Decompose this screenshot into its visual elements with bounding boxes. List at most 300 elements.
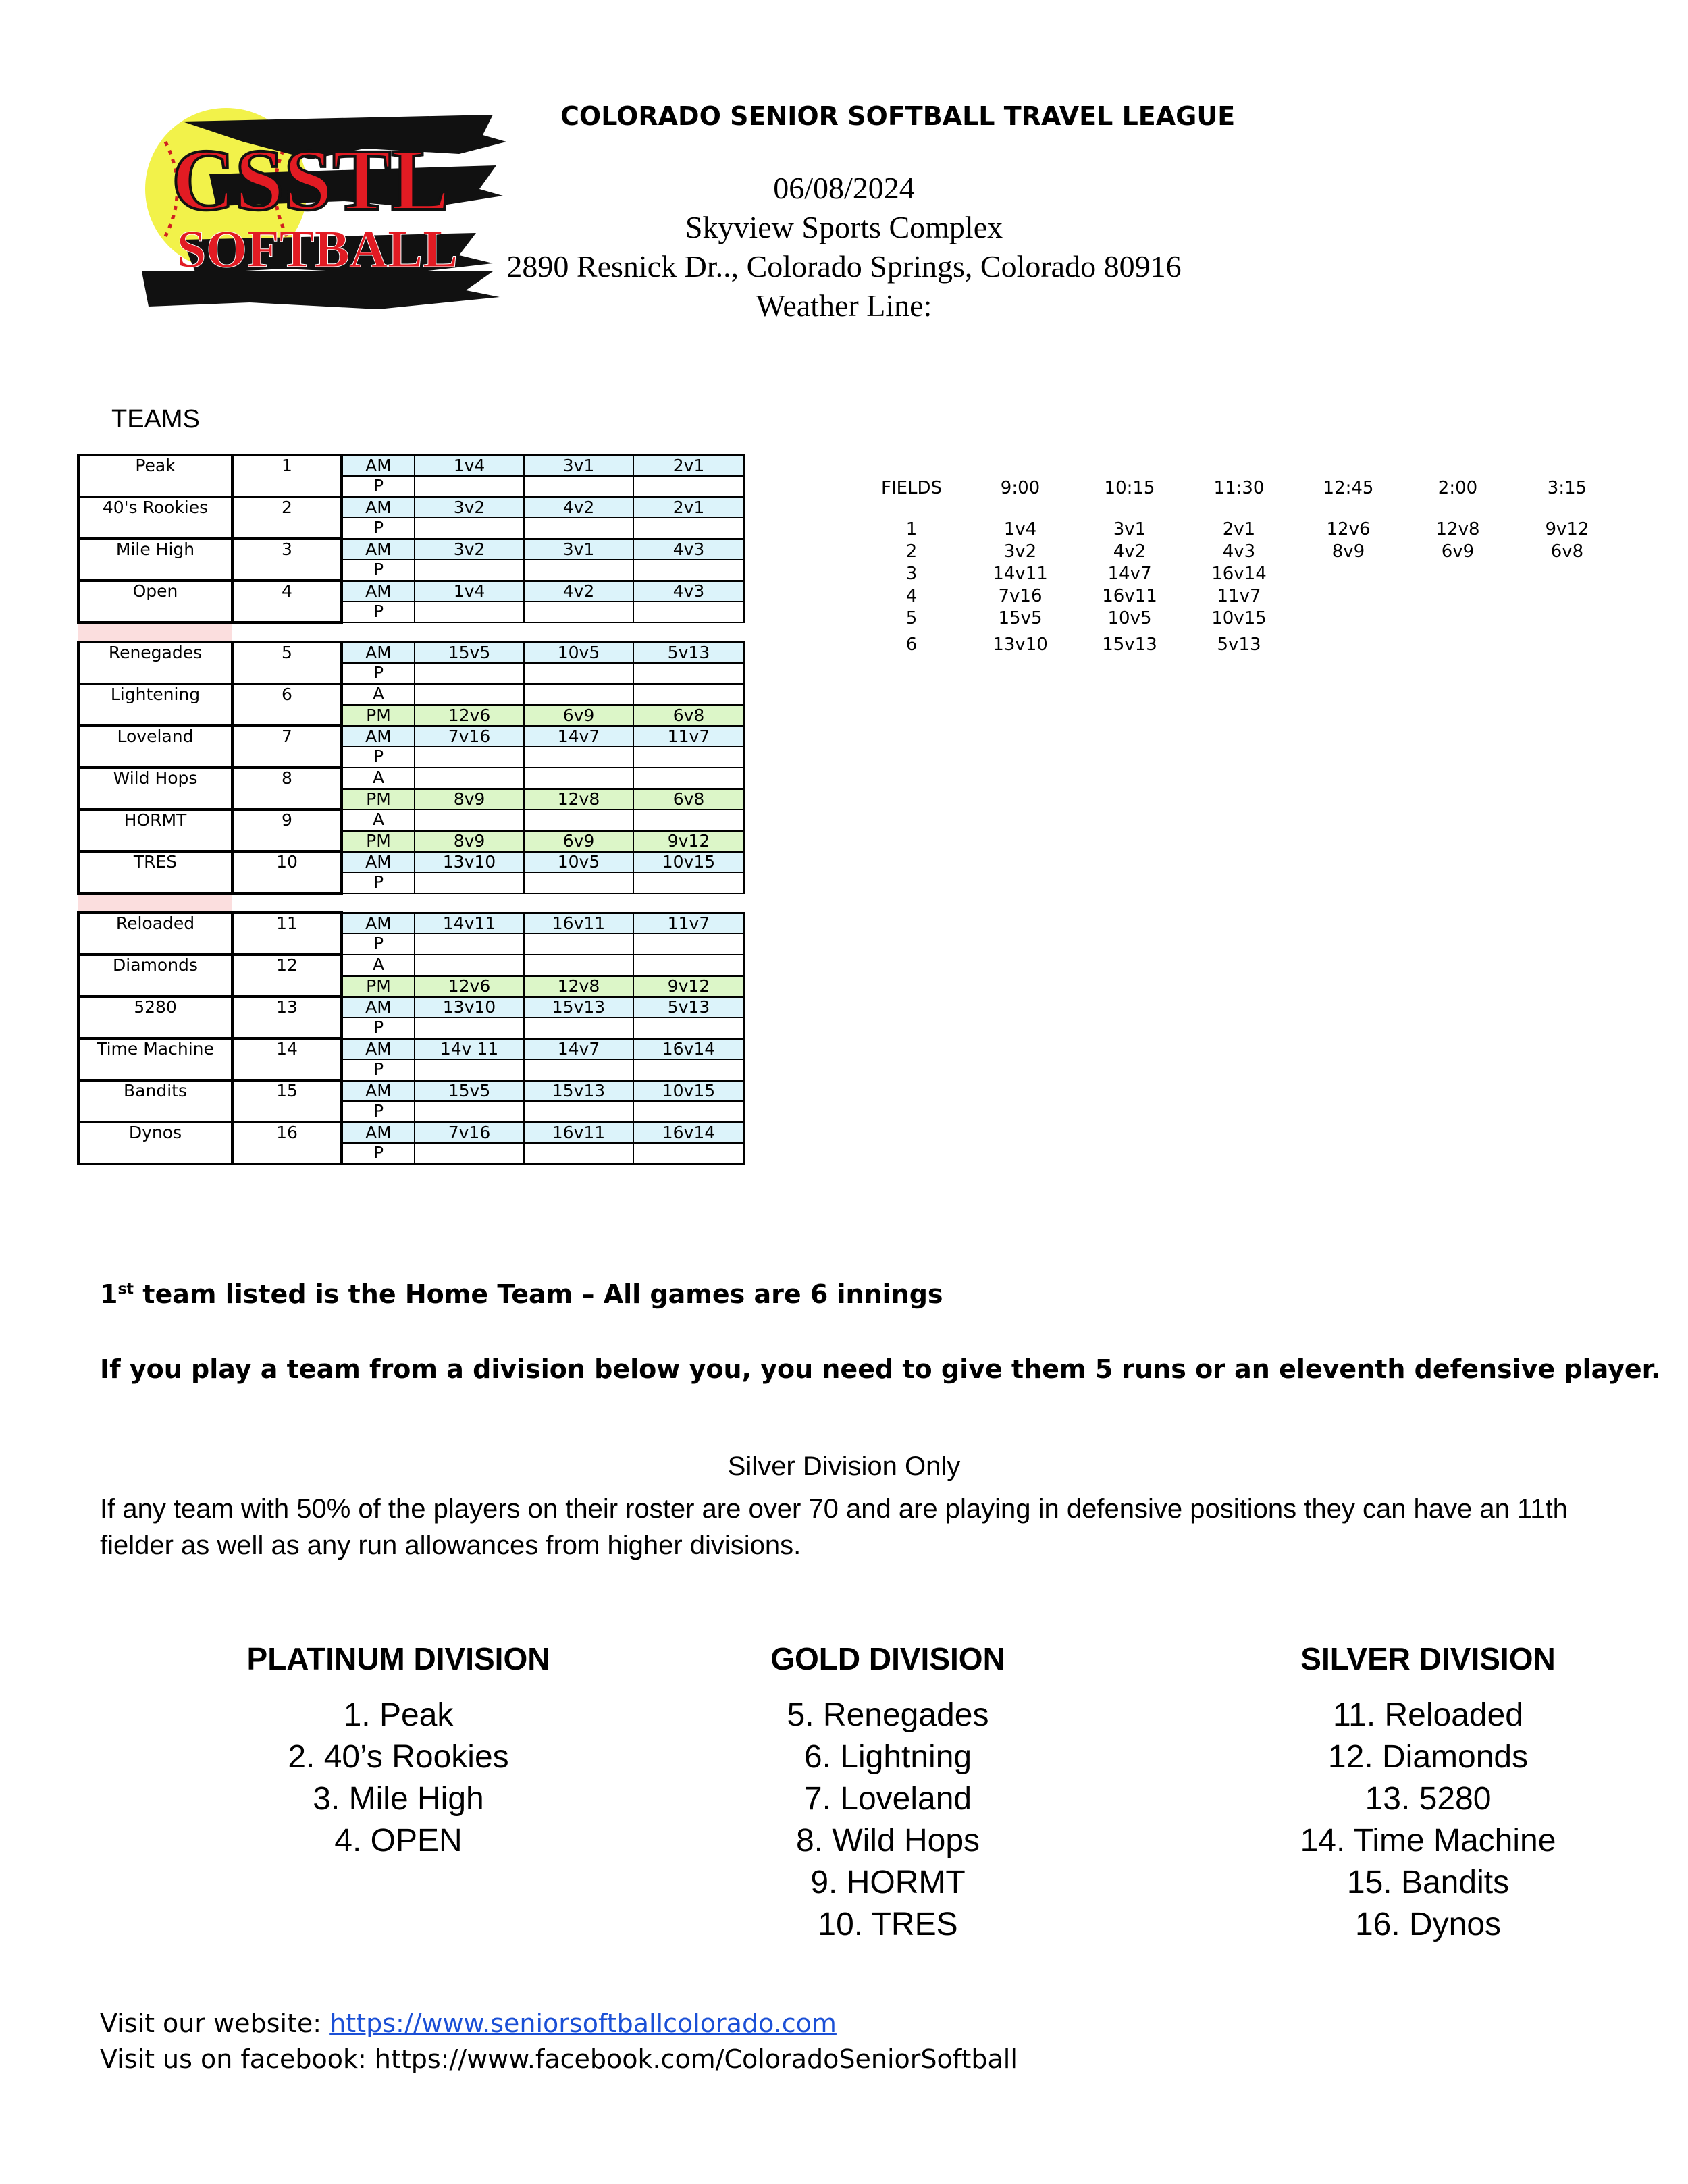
field-game: 16v11 [1102, 585, 1157, 606]
group-spacer [78, 622, 744, 642]
game-cell [524, 663, 633, 684]
game-cell [633, 663, 744, 684]
game-cell: 14v11 [415, 913, 524, 934]
field-game: 9v12 [1545, 518, 1589, 539]
team-number: 15 [232, 1080, 342, 1101]
game-cell [415, 476, 524, 497]
game-cell: 6v8 [633, 789, 744, 809]
team-number [232, 934, 342, 955]
field-game [1294, 585, 1403, 607]
venue-address: 2890 Resnick Dr.., Colorado Springs, Colorado 80916 [506, 249, 1182, 284]
time-slot: AM [342, 455, 415, 476]
team-number: 12 [232, 955, 342, 976]
game-cell: 3v1 [524, 455, 633, 476]
field-game: 1v4 [1003, 518, 1037, 539]
field-game: 6v9 [1441, 541, 1475, 562]
team-name: Open [78, 581, 232, 602]
game-cell [633, 518, 744, 539]
gold-division [618, 1641, 1158, 1946]
game-cell [524, 809, 633, 830]
team-number [232, 476, 342, 497]
game-cell: 7v16 [415, 1122, 524, 1143]
field-game: 6v8 [1550, 541, 1584, 562]
team-name: Peak [78, 455, 232, 476]
game-cell [415, 872, 524, 893]
time-slot: P [342, 560, 415, 581]
time-header: 12:45 [1323, 478, 1374, 498]
field-game: 3v2 [1003, 541, 1037, 562]
field-game [1403, 629, 1512, 655]
silver-division-title: Silver Division Only [727, 1451, 961, 1481]
division-team: 7. Loveland [803, 1781, 972, 1817]
team-name [78, 789, 232, 809]
team-number: 1 [232, 455, 342, 476]
team-row [78, 602, 744, 622]
game-cell: 16v11 [524, 1122, 633, 1143]
weather-line: Weather Line: [756, 288, 932, 323]
field-game [1294, 629, 1403, 655]
team-name: Lightening [78, 684, 232, 705]
division-team: 12. Diamonds [1327, 1739, 1529, 1775]
field-number: 1 [905, 518, 918, 539]
game-cell: 1v4 [415, 455, 524, 476]
field-row [858, 562, 1622, 585]
team-name: Wild Hops [78, 768, 232, 789]
venue-name: Skyview Sports Complex [685, 210, 1003, 244]
team-row [78, 497, 744, 518]
game-cell [415, 1101, 524, 1122]
team-name: TRES [78, 851, 232, 872]
team-name [78, 747, 232, 768]
game-cell: 15v13 [524, 996, 633, 1017]
time-slot: P [342, 663, 415, 684]
game-cell [415, 560, 524, 581]
game-cell: 15v13 [524, 1080, 633, 1101]
team-number [232, 830, 342, 851]
game-cell [524, 602, 633, 622]
game-cell [524, 768, 633, 789]
division-team: 11. Reloaded [1333, 1697, 1523, 1733]
time-slot: P [342, 518, 415, 539]
teams-label: TEAMS [111, 405, 200, 433]
field-row [858, 629, 1622, 655]
game-cell: 14v 11 [415, 1038, 524, 1059]
team-row [78, 684, 744, 705]
game-cell [633, 747, 744, 768]
field-game: 11v7 [1217, 585, 1261, 606]
team-number: 16 [232, 1122, 342, 1143]
game-cell [524, 476, 633, 497]
website-line: Visit our website: https://www.seniorsoftballcolorado.com [100, 2008, 837, 2038]
team-number [232, 1143, 342, 1164]
game-cell [524, 684, 633, 705]
time-slot: PM [342, 830, 415, 851]
time-slot: AM [342, 497, 415, 518]
field-game [1294, 607, 1403, 629]
team-name [78, 1143, 232, 1164]
game-cell [415, 747, 524, 768]
silver-division [1158, 1641, 1688, 1946]
time-slot: AM [342, 913, 415, 934]
game-cell [415, 1143, 524, 1164]
time-slot: AM [342, 581, 415, 602]
game-cell [415, 684, 524, 705]
team-name: Time Machine [78, 1038, 232, 1059]
team-name: 5280 [78, 996, 232, 1017]
website-link[interactable]: https://www.seniorsoftballcolorado.com [329, 2008, 837, 2038]
game-cell [633, 1143, 744, 1164]
group-spacer [78, 893, 744, 913]
game-cell [633, 684, 744, 705]
field-game: 13v10 [993, 635, 1048, 655]
field-game: 15v5 [998, 608, 1043, 629]
field-game: 12v6 [1326, 518, 1371, 539]
team-row [78, 768, 744, 789]
time-header: 3:15 [1547, 478, 1587, 498]
game-cell: 12v6 [415, 976, 524, 996]
game-cell: 10v15 [633, 851, 744, 872]
game-cell: 12v8 [524, 789, 633, 809]
division-team: 13. 5280 [1365, 1781, 1492, 1817]
field-game: 8v9 [1331, 541, 1365, 562]
game-cell: 16v14 [633, 1122, 744, 1143]
team-name [78, 705, 232, 726]
silver-division-rule: If any team with 50% of the players on their roster are over 70 and are playing in defensive positions they can have an 11th fielder as well as any run allowances from higher divisions. [100, 1494, 1568, 1560]
team-row [78, 976, 744, 996]
time-slot: P [342, 934, 415, 955]
team-name [78, 518, 232, 539]
team-row [78, 1122, 744, 1143]
time-slot: P [342, 1101, 415, 1122]
game-cell [633, 955, 744, 976]
game-cell: 16v11 [524, 913, 633, 934]
game-cell [524, 955, 633, 976]
game-cell: 11v7 [633, 726, 744, 747]
division-title: GOLD DIVISION [770, 1641, 1005, 1676]
field-game: 5v13 [1217, 635, 1261, 655]
game-cell [524, 518, 633, 539]
game-cell [415, 955, 524, 976]
game-cell: 7v16 [415, 726, 524, 747]
time-header: 2:00 [1438, 478, 1478, 498]
time-slot: PM [342, 789, 415, 809]
logo-text-bottom: SOFTBALL [176, 219, 458, 278]
team-row [78, 518, 744, 539]
game-cell: 10v15 [633, 1080, 744, 1101]
team-name [78, 830, 232, 851]
team-name: Renegades [78, 642, 232, 663]
team-row [78, 851, 744, 872]
game-cell: 2v1 [633, 497, 744, 518]
game-cell: 16v14 [633, 1038, 744, 1059]
team-row [78, 581, 744, 602]
team-number [232, 518, 342, 539]
team-name: Loveland [78, 726, 232, 747]
team-row [78, 726, 744, 747]
game-cell: 8v9 [415, 789, 524, 809]
event-date: 06/08/2024 [773, 171, 915, 205]
game-cell [524, 934, 633, 955]
team-name [78, 476, 232, 497]
team-number: 6 [232, 684, 342, 705]
game-cell: 9v12 [633, 976, 744, 996]
team-name [78, 872, 232, 893]
division-team: 4. OPEN [334, 1823, 463, 1859]
game-cell: 14v7 [524, 1038, 633, 1059]
field-game: 3v1 [1113, 518, 1146, 539]
home-team-note: 1st team listed is the Home Team – All games are 6 innings [100, 1279, 943, 1309]
field-game [1403, 585, 1512, 607]
game-cell: 15v5 [415, 642, 524, 663]
team-number [232, 872, 342, 893]
team-number: 13 [232, 996, 342, 1017]
game-cell: 4v3 [633, 539, 744, 560]
game-cell [633, 476, 744, 497]
game-cell: 15v5 [415, 1080, 524, 1101]
team-number: 8 [232, 768, 342, 789]
game-cell: 12v6 [415, 705, 524, 726]
game-cell [633, 602, 744, 622]
fields-header: FIELDS [880, 478, 943, 498]
field-game: 4v3 [1222, 541, 1256, 562]
division-team: 8. Wild Hops [795, 1823, 980, 1859]
field-game: 16v14 [1211, 563, 1267, 584]
team-row [78, 1101, 744, 1122]
logo-text-top: CSSTL [172, 132, 450, 229]
game-cell [633, 872, 744, 893]
game-cell: 5v13 [633, 642, 744, 663]
field-game: 10v15 [1211, 608, 1267, 629]
team-number [232, 976, 342, 996]
game-cell: 6v8 [633, 705, 744, 726]
team-number [232, 1059, 342, 1080]
team-number [232, 747, 342, 768]
field-game [1512, 562, 1622, 585]
time-slot: AM [342, 1080, 415, 1101]
game-cell [633, 934, 744, 955]
team-name: Bandits [78, 1080, 232, 1101]
game-cell: 10v5 [524, 642, 633, 663]
game-cell: 1v4 [415, 581, 524, 602]
team-number [232, 705, 342, 726]
time-slot: AM [342, 642, 415, 663]
time-slot: PM [342, 976, 415, 996]
field-game [1512, 585, 1622, 607]
field-game: 14v11 [993, 563, 1048, 584]
field-game: 12v8 [1435, 518, 1480, 539]
team-number: 11 [232, 913, 342, 934]
time-slot: A [342, 955, 415, 976]
facebook-line: Visit us on facebook: https://www.facebook.com/ColoradoSeniorSoftball [100, 2044, 1018, 2074]
division-team: 16. Dynos [1354, 1907, 1502, 1942]
team-name: Reloaded [78, 913, 232, 934]
field-row [858, 607, 1622, 629]
game-cell: 4v3 [633, 581, 744, 602]
field-number: 4 [905, 585, 918, 606]
game-cell: 6v9 [524, 830, 633, 851]
game-cell [633, 809, 744, 830]
team-row [78, 1080, 744, 1101]
page-title: COLORADO SENIOR SOFTBALL TRAVEL LEAGUE [560, 101, 1236, 131]
game-cell [415, 1059, 524, 1080]
team-name [78, 1059, 232, 1080]
field-number: 6 [905, 635, 918, 655]
division-team: 2. 40’s Rookies [288, 1739, 509, 1775]
game-cell [415, 602, 524, 622]
field-game [1512, 607, 1622, 629]
division-team: 15. Bandits [1346, 1865, 1510, 1900]
game-cell [524, 560, 633, 581]
division-team: 10. TRES [818, 1907, 958, 1942]
field-schedule-table [858, 475, 1622, 655]
division-title: SILVER DIVISION [1300, 1641, 1556, 1676]
time-slot: P [342, 1143, 415, 1164]
game-cell [524, 1101, 633, 1122]
game-cell [633, 1059, 744, 1080]
time-slot: AM [342, 996, 415, 1017]
team-number: 14 [232, 1038, 342, 1059]
team-name: 40's Rookies [78, 497, 232, 518]
game-cell: 6v9 [524, 705, 633, 726]
team-number [232, 602, 342, 622]
game-cell: 13v10 [415, 851, 524, 872]
team-row [78, 809, 744, 830]
team-row [78, 996, 744, 1017]
team-row [78, 1017, 744, 1038]
team-number: 7 [232, 726, 342, 747]
team-name: Dynos [78, 1122, 232, 1143]
game-cell [524, 872, 633, 893]
team-number [232, 1101, 342, 1122]
division-team: 6. Lightning [803, 1739, 972, 1775]
game-cell: 11v7 [633, 913, 744, 934]
game-cell: 3v2 [415, 497, 524, 518]
team-number [232, 560, 342, 581]
team-name [78, 976, 232, 996]
time-slot: P [342, 1059, 415, 1080]
game-cell: 2v1 [633, 455, 744, 476]
field-number: 3 [905, 563, 918, 584]
team-row [78, 872, 744, 893]
time-slot: AM [342, 851, 415, 872]
team-name [78, 560, 232, 581]
team-name [78, 663, 232, 684]
time-slot: A [342, 684, 415, 705]
time-header: 9:00 [1000, 478, 1040, 498]
game-cell: 10v5 [524, 851, 633, 872]
game-cell: 9v12 [633, 830, 744, 851]
game-cell: 3v2 [415, 539, 524, 560]
team-number: 2 [232, 497, 342, 518]
time-slot: P [342, 872, 415, 893]
field-game: 2v1 [1222, 518, 1256, 539]
team-number [232, 1017, 342, 1038]
team-name [78, 1101, 232, 1122]
time-header: 10:15 [1104, 478, 1155, 498]
game-cell: 4v2 [524, 581, 633, 602]
game-cell: 14v7 [524, 726, 633, 747]
game-cell: 8v9 [415, 830, 524, 851]
field-game [1403, 607, 1512, 629]
team-number [232, 663, 342, 684]
time-slot: AM [342, 726, 415, 747]
field-row [858, 540, 1622, 562]
division-team: 5. Renegades [787, 1697, 989, 1733]
platinum-division [128, 1641, 668, 1862]
team-name: Mile High [78, 539, 232, 560]
division-team: 9. HORMT [810, 1865, 966, 1900]
team-row [78, 830, 744, 851]
game-cell [633, 1017, 744, 1038]
team-row [78, 663, 744, 684]
game-cell [415, 934, 524, 955]
field-game [1512, 629, 1622, 655]
team-row [78, 1059, 744, 1080]
division-rule-note: If you play a team from a division below you, you need to give them 5 runs or an eleventh defensive player. [100, 1354, 1661, 1384]
team-name: HORMT [78, 809, 232, 830]
time-slot: A [342, 768, 415, 789]
game-cell: 3v1 [524, 539, 633, 560]
game-cell [415, 663, 524, 684]
game-cell: 4v2 [524, 497, 633, 518]
game-cell [524, 1059, 633, 1080]
team-row [78, 560, 744, 581]
team-number: 4 [232, 581, 342, 602]
game-cell: 12v8 [524, 976, 633, 996]
time-slot: P [342, 747, 415, 768]
time-slot: P [342, 1017, 415, 1038]
field-game: 10v5 [1107, 608, 1152, 629]
team-row [78, 1143, 744, 1164]
game-cell [415, 518, 524, 539]
game-cell [415, 809, 524, 830]
field-row [858, 585, 1622, 607]
team-row [78, 913, 744, 934]
team-row [78, 705, 744, 726]
game-cell [524, 1143, 633, 1164]
game-cell [633, 1101, 744, 1122]
game-cell [524, 1017, 633, 1038]
team-row [78, 455, 744, 476]
field-game: 7v16 [998, 585, 1043, 606]
team-number: 5 [232, 642, 342, 663]
game-cell [524, 747, 633, 768]
csstl-softball-logo [142, 95, 506, 324]
field-game: 14v7 [1107, 563, 1152, 584]
division-team: 1. Peak [343, 1697, 454, 1733]
team-name [78, 1017, 232, 1038]
team-row [78, 1038, 744, 1059]
field-game [1294, 562, 1403, 585]
field-game [1403, 562, 1512, 585]
team-row [78, 955, 744, 976]
field-game: 4v2 [1113, 541, 1146, 562]
game-cell [633, 768, 744, 789]
team-name: Diamonds [78, 955, 232, 976]
team-name [78, 934, 232, 955]
team-row [78, 476, 744, 497]
team-number [232, 789, 342, 809]
team-name [78, 602, 232, 622]
time-slot: P [342, 476, 415, 497]
team-number: 9 [232, 809, 342, 830]
division-team: 14. Time Machine [1300, 1823, 1556, 1859]
team-number: 3 [232, 539, 342, 560]
team-row [78, 642, 744, 663]
team-row [78, 934, 744, 955]
field-number: 5 [905, 608, 918, 629]
fields-header-row [858, 475, 1622, 502]
